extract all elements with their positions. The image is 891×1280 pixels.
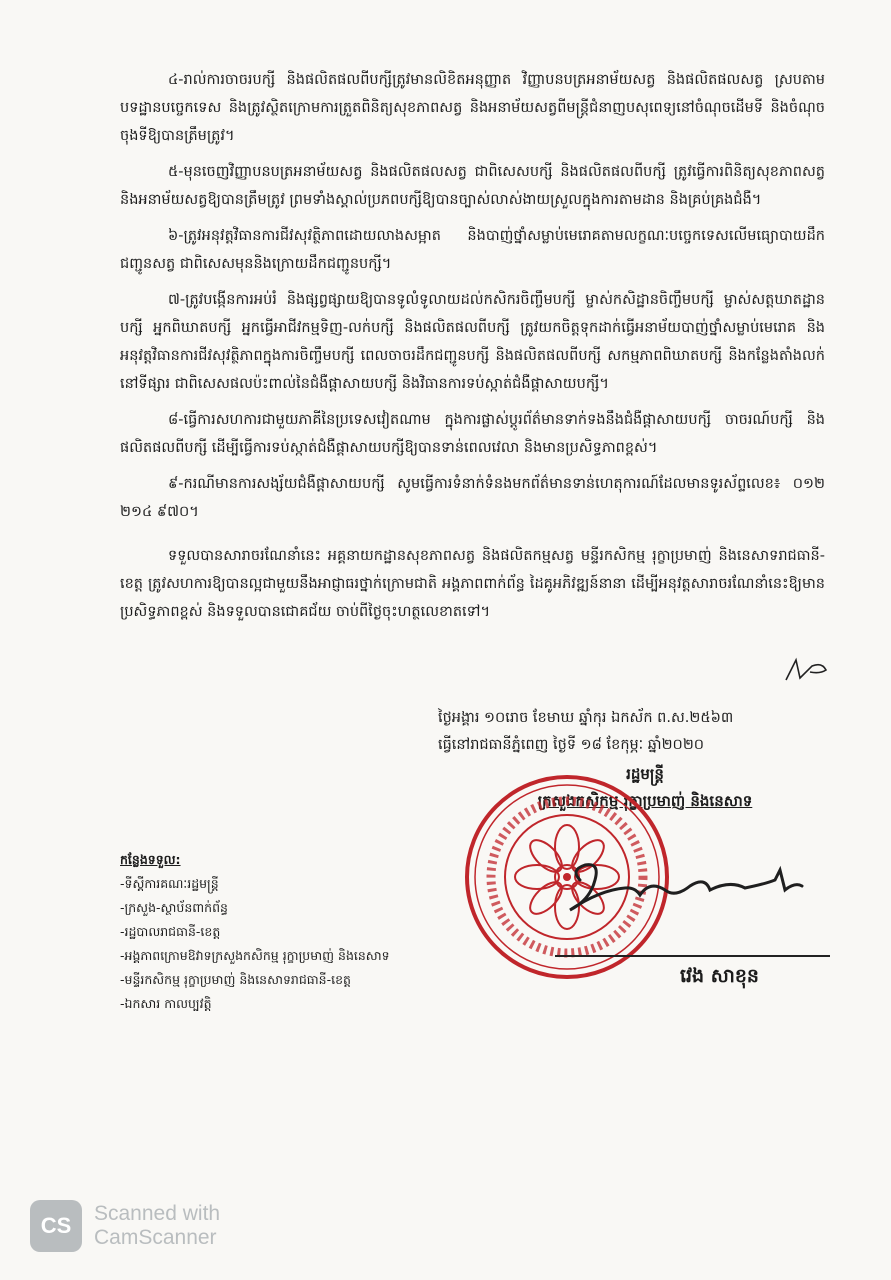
paragraph-8: ៨-ធ្វើការសហការជាមួយភាគីនៃប្រទេសវៀតណាម ក្នុងការផ្លាស់ប្តូរព័ត៌មានទាក់ទងនឹងជំងឺផ្តាសាយបក្សី ចាចរណ៍បក្សី និងផលិតផលពីបក្សី ដើម្បីធ្វើការទប់ស្កាត់ជំងឺផ្តាសាយបក្សីឱ្យបានទាន់ពេលវេលា និងមានប្រសិទ្ធភាពខ្ពស់។ (120, 412, 825, 456)
recipients-heading: កន្លែងទទួល: (120, 852, 181, 867)
lunar-date: ថ្ងៃអង្គារ ១០រោច ខែមាឃ ឆ្នាំកុរ ឯកស័ក ព.ស.២៥៦៣ (438, 710, 734, 726)
signatory-name: វេង សាខុន (680, 965, 759, 987)
signature-line (555, 955, 830, 957)
watermark-text (94, 1202, 220, 1250)
date-block (438, 705, 838, 759)
paragraph-6: ៦-ត្រូវអនុវត្តវិធានការជីវសុវត្ថិភាពដោយលាងសម្អាត និងបាញ់ថ្នាំសម្លាប់មេរោគតាមលក្ខណៈបច្ចេកទេសលើមធ្យោបាយដឹកជញ្ជូនសត្វ ជាពិសេសមុននិងក្រោយដឹកជញ្ជូនបក្សី។ (120, 228, 825, 272)
solar-date: ធ្វើនៅរាជធានីភ្នំពេញ ថ្ងៃទី ១៨ ខែកុម្ភៈ ឆ្នាំ២០២០ (438, 737, 705, 753)
recipient-item: -រដ្ឋបាលរាជធានី-ខេត្ត (120, 924, 221, 939)
paragraph-7: ៧-ត្រូវបង្កើនការអប់រំ និងផ្សព្វផ្សាយឱ្យបានទូលំទូលាយដល់កសិករចិញ្ចឹមបក្សី ម្ចាស់កសិដ្ឋានចិញ្ចឹមបក្សី ម្ចាស់សត្តឃាតដ្ឋានបក្សី អ្នកពិឃាតបក្សី អ្នកធ្វើអាជីវកម្មទិញ-លក់បក្សី និងផលិតផលពីបក្សី ត្រូវយកចិត្តទុកដាក់ធ្វើអនាម័យបាញ់ថ្នាំសម្លាប់មេរោគ និងអនុវត្តវិធានការជីវសុវត្ថិភាពក្នុងការចិញ្ចឹមបក្សី ពេលចាចរដឹកជញ្ជូនបក្សី និងផលិតផលពីបក្សី សកម្មភាពពិឃាតបក្សី និងកន្លែងតាំងលក់នៅទីផ្សារ ជាពិសេសផលប៉ះពាល់នៃជំងឺផ្តាសាយបក្សី និងវិធានការទប់ស្កាត់ជំងឺផ្តាសាយបក្សី។ (120, 292, 825, 392)
minister-title: រដ្ឋមន្ត្រី (626, 765, 664, 783)
closing-paragraph: ទទួលបានសារាចរណែនាំនេះ អគ្គនាយកដ្ឋានសុខភាពសត្វ និងផលិតកម្មសត្វ មន្ទីរកសិកម្ម រុក្ខាប្រមាញ់ និងនេសាទរាជធានី-ខេត្ត ត្រូវសហការឱ្យបានល្អជាមួយនឹងអាជ្ញាធរថ្នាក់ក្រោមជាតិ អង្គភាពពាក់ព័ន្ធ ដៃគូអភិវឌ្ឍន៍នានា ដើម្បីអនុវត្តសារាចរណែនាំនេះឱ្យមានប្រសិទ្ធភាពខ្ពស់ និងទទួលបានជោគជ័យ ចាប់ពីថ្ងៃចុះហត្ថលេខាតទៅ។ (120, 548, 825, 620)
signature-icon (540, 850, 820, 930)
paragraph-9: ៩-ករណីមានការសង្ស័យជំងឺផ្តាសាយបក្សី សូមធ្វើការទំនាក់ទំនងមកព័ត៌មានទាន់ហេតុការណ៍ដែលមានទូរស័ព្ទលេខ៖ ០១២ ២១៤ ៩៧០។ (120, 476, 825, 520)
camscanner-watermark (30, 1200, 220, 1252)
ministry-name: ក្រសួងកសិកម្ម រុក្ខាប្រមាញ់ និងនេសាទ (537, 792, 753, 810)
recipients-list (120, 848, 450, 1016)
recipient-item: -ទីស្តីការគណៈរដ្ឋមន្ត្រី (120, 876, 219, 891)
camscanner-logo-icon (30, 1200, 82, 1252)
camscanner-logo-text: CS (40, 1213, 72, 1238)
recipient-item: -អង្គភាពក្រោមឱវាទក្រសួងកសិកម្ម រុក្ខាប្រមាញ់ និងនេសាទ (120, 948, 390, 963)
paragraph-5: ៥-មុនចេញវិញ្ញាបនបត្រអនាម័យសត្វ និងផលិតផលសត្វ ជាពិសេសបក្សី និងផលិតផលពីបក្សី ត្រូវធ្វើការពិនិត្យសុខភាពសត្វ និងអនាម័យសត្វឱ្យបានត្រឹមត្រូវ ព្រមទាំងស្គាល់ប្រភពបក្សីឱ្យបានច្បាស់លាស់ងាយស្រួលក្នុងការតាមដាន និងគ្រប់គ្រងជំងឺ។ (120, 164, 825, 208)
document-body (120, 66, 825, 634)
watermark-line-1: Scanned with (94, 1202, 221, 1225)
recipient-item: -ក្រសួង-ស្ថាប័នពាក់ព័ន្ធ (120, 900, 228, 915)
watermark-line-2: CamScanner (94, 1226, 217, 1249)
recipient-item: -មន្ទីរកសិកម្ម រុក្ខាប្រមាញ់ និងនេសាទរាជធានី-ខេត្ត (120, 972, 351, 987)
initials-mark-icon (782, 656, 832, 686)
recipient-item: -ឯកសារ កាលប្បវត្តិ (120, 996, 212, 1011)
paragraph-4: ៤-រាល់ការចាចរបក្សី និងផលិតផលពីបក្សីត្រូវមានលិខិតអនុញ្ញាត វិញ្ញាបនបត្រអនាម័យសត្វ និងផលិតផលសត្វ ស្របតាមបទដ្ឋានបច្ចេកទេស និងត្រូវស្ថិតក្រោមការត្រួតពិនិត្យសុខភាពសត្វ និងអនាម័យសត្វពីមន្ត្រីជំនាញបសុពេទ្យនៅចំណុចដើមទី និងចំណុចចុងទីឱ្យបានត្រឹមត្រូវ។ (120, 72, 825, 144)
